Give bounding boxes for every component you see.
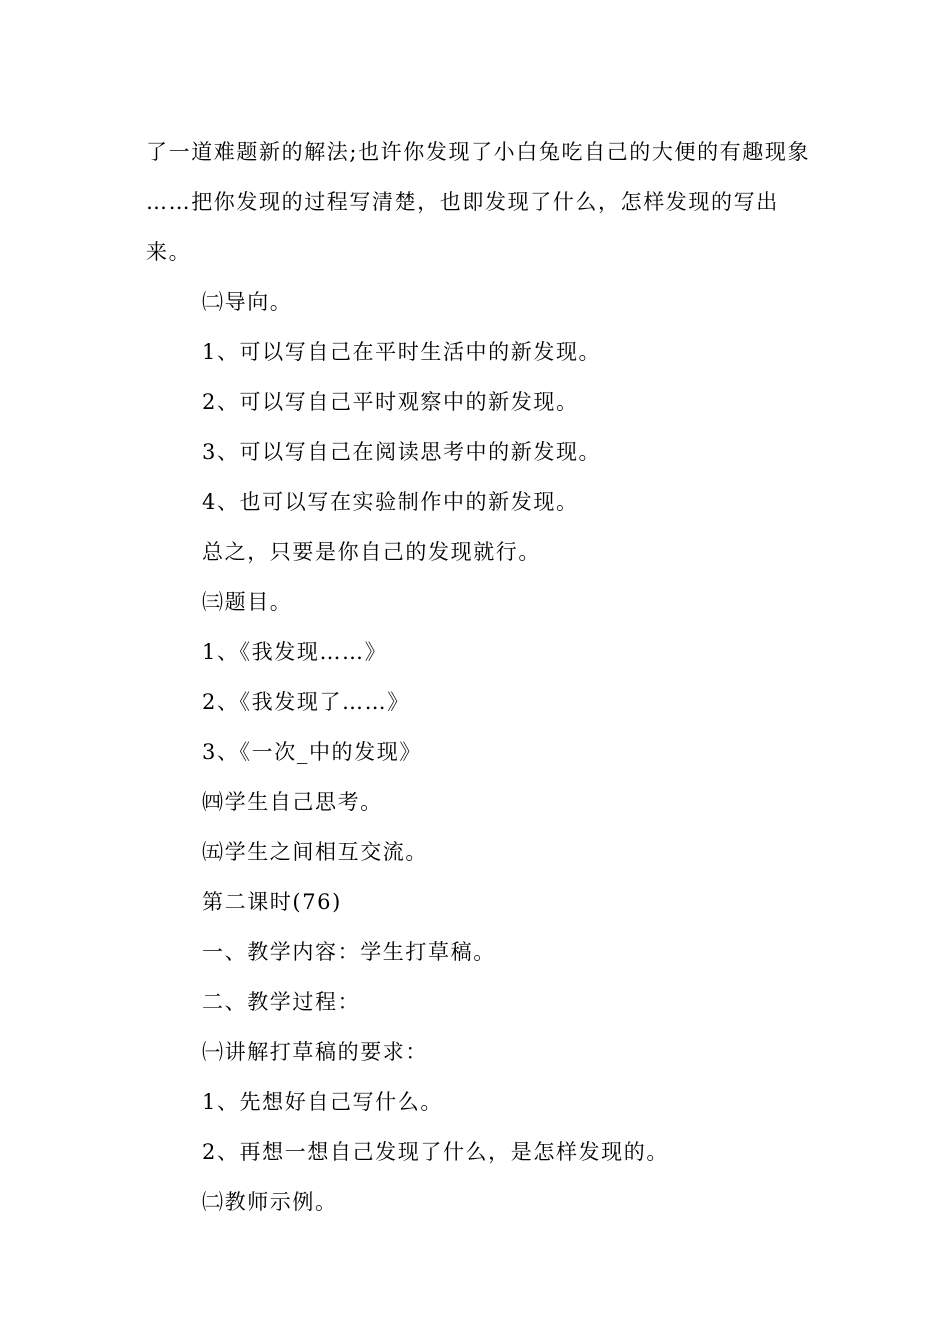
list-item: 1、可以写自己在平时生活中的新发现。 xyxy=(202,340,602,364)
summary-line: 总之，只要是你自己的发现就行。 xyxy=(202,540,541,564)
section-heading-example: ㈡教师示例。 xyxy=(202,1190,338,1214)
list-item: 2、《我发现了……》 xyxy=(202,690,410,714)
section-heading-requirements: ㈠讲解打草稿的要求： xyxy=(202,1040,428,1064)
teaching-content: 一、教学内容：学生打草稿。 xyxy=(202,940,496,964)
section-heading-think: ㈣学生自己思考。 xyxy=(202,790,383,814)
section-heading-guidance: ㈡导向。 xyxy=(202,290,293,314)
intro-line-1: 了一道难题新的解法;也许你发现了小白兔吃自己的大便的有趣现象 xyxy=(146,140,811,164)
section-heading-exchange: ㈤学生之间相互交流。 xyxy=(202,840,428,864)
section-heading-titles: ㈢题目。 xyxy=(202,590,293,614)
lesson-heading: 第二课时(76) xyxy=(202,890,342,914)
list-item: 2、可以写自己平时观察中的新发现。 xyxy=(202,390,579,414)
list-item: 3、《一次_中的发现》 xyxy=(202,740,422,764)
list-item: 2、再想一想自己发现了什么，是怎样发现的。 xyxy=(202,1140,669,1164)
teaching-process-heading: 二、教学过程： xyxy=(202,990,361,1014)
intro-line-3: 来。 xyxy=(146,240,192,264)
list-item: 1、《我发现……》 xyxy=(202,640,388,664)
list-item: 4、也可以写在实验制作中的新发现。 xyxy=(202,490,579,514)
list-item: 1、先想好自己写什么。 xyxy=(202,1090,443,1114)
list-item: 3、可以写自己在阅读思考中的新发现。 xyxy=(202,440,602,464)
intro-line-2: ……把你发现的过程写清楚，也即发现了什么，怎样发现的写出 xyxy=(146,190,779,214)
